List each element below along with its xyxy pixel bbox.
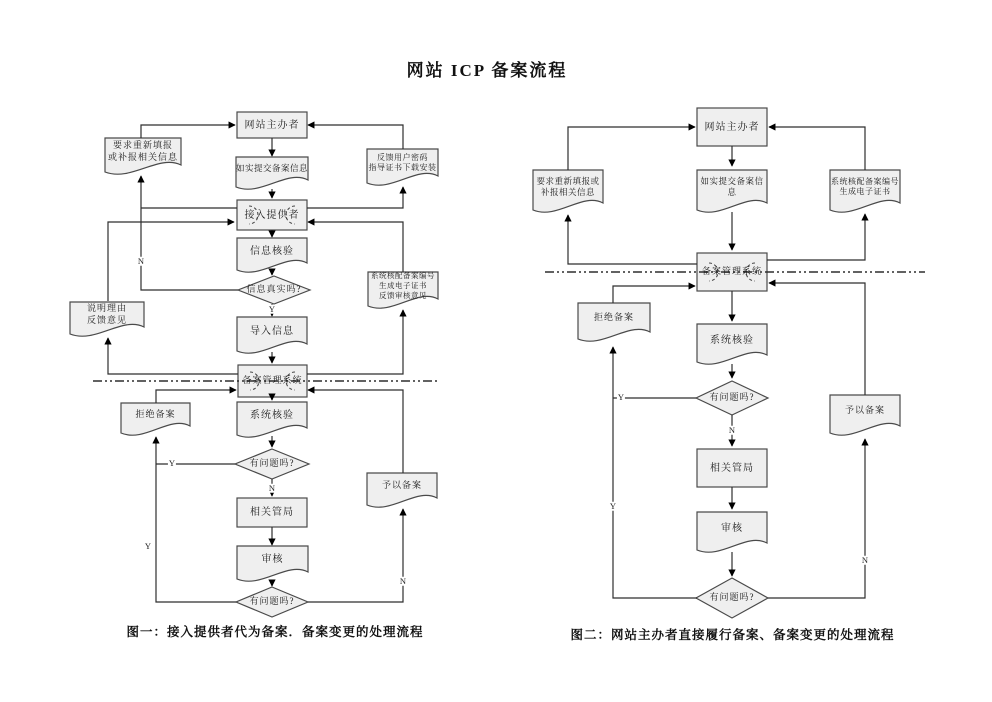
fig1-node-sysnum-label: 系统核配备案编号 生成电子证书 反馈审核意见 [371, 271, 435, 300]
edge-41 [769, 127, 865, 170]
edge-19 [308, 509, 403, 602]
fig1-node-owner-label: 网站主办者 [244, 119, 300, 131]
edge-18 [156, 390, 236, 403]
edge-15 [108, 338, 238, 374]
fig1-node-q-problem2-shape [236, 587, 308, 617]
fig1-node-approve-label: 予以备案 [381, 480, 422, 491]
fig1-node-submit-label: 如实提交备案信息 [236, 163, 309, 174]
fig2-label-problem2-yes: Y [609, 500, 617, 511]
fig2-node-system-label: 备案管理系统 [701, 266, 762, 277]
fig1-node-audit-shape [237, 546, 308, 581]
fig2-node-owner-label: 网站主办者 [704, 121, 760, 133]
fig1-node-owner-shape [237, 112, 307, 138]
fig1-node-org-label: 相关管局 [250, 507, 294, 518]
fig2-label-problem1-no: N [728, 424, 736, 435]
fig1-node-sys-check-shape [237, 402, 307, 437]
fig2-node-org-shape [697, 449, 767, 487]
edge-13 [141, 125, 235, 138]
figure2-caption: 图二：网站主办者直接履行备案、备案变更的处理流程 [570, 628, 895, 642]
fig1-node-audit-label: 审核 [261, 554, 284, 565]
fig1-node-sysnum-shape [368, 272, 438, 308]
fig2-node-q-problem1-label: 有问题吗? [709, 392, 755, 403]
fig1-label-problem1-no: N [268, 482, 276, 493]
edge-23 [307, 187, 403, 208]
fig2-node-sysnum-shape [830, 170, 900, 212]
fig1-node-feedback-pwd-label: 反馈用户密码 指导证书下载安装 [368, 152, 437, 172]
fig1-label-problem2-no: N [399, 575, 407, 586]
fig1-label-problem2-yes: Y [144, 540, 152, 551]
edge-21 [307, 310, 403, 374]
edge-20 [308, 390, 403, 473]
edge-39 [769, 283, 865, 395]
fig1-node-q-problem1-label: 有问题吗? [249, 458, 295, 469]
fig1-node-q-info-true-shape [238, 276, 310, 304]
figure1-caption: 图一：接入提供者代为备案．备案变更的处理流程 [126, 625, 424, 639]
fig2-node-q-problem2-label: 有问题吗? [709, 592, 755, 603]
fig1-node-explain-label: 说明理由 反馈意见 [86, 303, 127, 325]
fig2-label-problem2-no: N [861, 554, 869, 565]
fig1-node-system-label: 备案管理系统 [242, 375, 303, 386]
fig1-node-org-shape [237, 498, 307, 527]
fig2-node-reject-label: 拒绝备案 [593, 312, 634, 323]
fig2-node-refill-label: 要求重新填报或 补报相关信息 [536, 175, 600, 197]
edge-11 [141, 176, 238, 290]
page-title: 网站 ICP 备案流程 [406, 61, 568, 80]
connectors [93, 125, 925, 602]
fig2-node-q-problem2-shape [696, 578, 768, 618]
fig2-node-reject-shape [578, 303, 650, 341]
fig2-node-audit-shape [697, 512, 767, 552]
edge-22 [308, 222, 403, 272]
fig2-node-org-label: 相关管局 [710, 462, 754, 474]
fig2-node-approve-shape [830, 395, 900, 435]
fig1-label-info-true-no: N [137, 255, 145, 266]
fig2-node-submit-label: 如实提交备案信息 [700, 175, 764, 197]
fig1-node-import-label: 导入信息 [250, 325, 294, 337]
fig1-node-refill-shape [105, 138, 181, 174]
edge-35 [613, 286, 695, 303]
fig1-node-info-check-shape [237, 238, 307, 272]
fig1-node-explain-shape [70, 302, 144, 336]
edge-24 [308, 125, 403, 149]
fig2-node-sys-check-shape [697, 324, 767, 364]
fig1-node-reject-label: 拒绝备案 [135, 409, 176, 420]
fig2-node-approve-label: 予以备案 [844, 405, 885, 416]
fig2-node-refill-shape [533, 170, 603, 212]
fig1-node-approve-shape [367, 473, 437, 507]
fig1-node-info-check-label: 信息核验 [250, 245, 294, 257]
edge-34 [613, 347, 697, 598]
fig1-label-info-true-yes: Y [268, 303, 276, 314]
fig1-node-refill-label: 要求重新填报 或补报相关信息 [107, 140, 178, 162]
node-shapes [70, 108, 900, 618]
fig1-node-isp-shape [237, 200, 307, 230]
fig2-node-audit-label: 审核 [721, 522, 743, 534]
fig1-node-import-shape [237, 317, 307, 353]
fig1-node-feedback-pwd-shape [367, 149, 438, 185]
fig1-node-q-problem1-shape [235, 449, 309, 479]
edge-40 [767, 214, 865, 260]
edge-37 [568, 127, 695, 170]
fig1-label-problem1-yes: Y [168, 457, 176, 468]
fig1-node-isp-label: 接入提供者 [244, 209, 300, 221]
edge-36 [568, 215, 697, 264]
fig2-node-sysnum-label: 系统核配备案编号 生成电子证书 [831, 176, 899, 196]
edge-14 [108, 222, 234, 301]
fig1-node-q-info-true-label: 信息真实吗? [246, 284, 302, 295]
fig1-node-q-problem2-label: 有问题吗? [249, 596, 295, 607]
fig2-node-sys-check-label: 系统核验 [710, 334, 754, 346]
fig2-node-submit-shape [697, 170, 767, 212]
fig1-node-submit-shape [236, 157, 308, 189]
fig1-node-reject-shape [121, 403, 190, 435]
fig2-node-q-problem1-shape [696, 381, 768, 415]
fig2-label-problem1-yes: Y [617, 391, 625, 402]
edge-38 [768, 439, 865, 598]
fig2-node-owner-shape [697, 108, 767, 146]
fig1-node-sys-check-label: 系统核验 [250, 410, 294, 421]
